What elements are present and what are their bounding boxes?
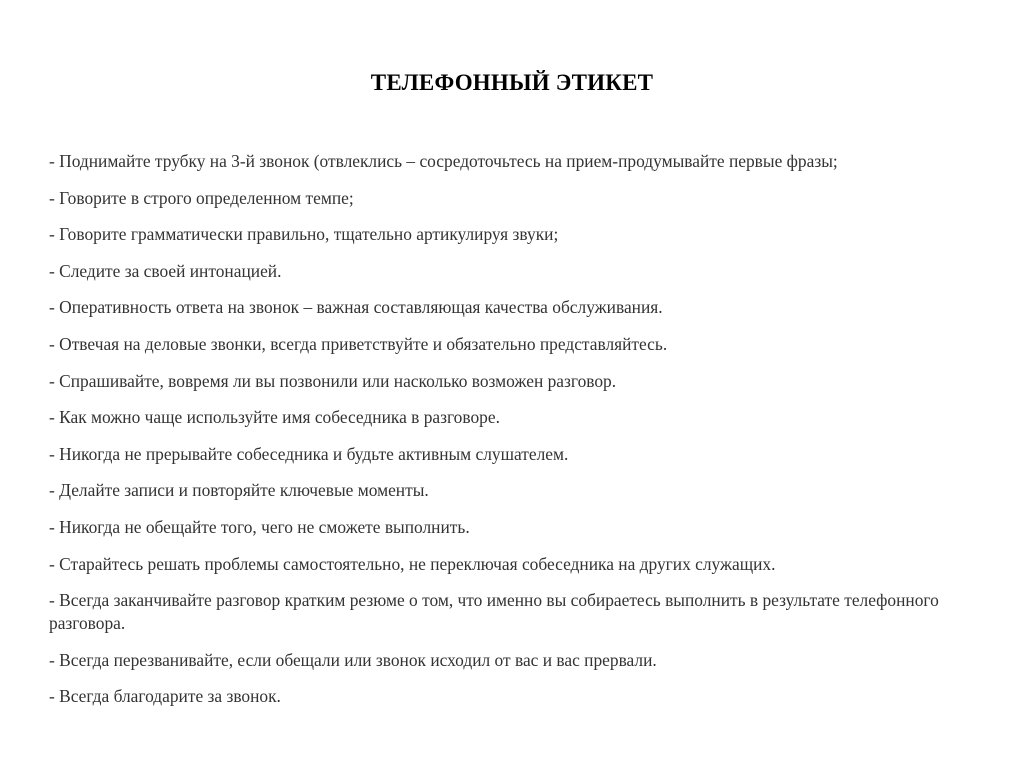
rule-item: - Спрашивайте, вовремя ли вы позвонили или насколько возможен разговор. bbox=[49, 370, 617, 391]
rule-item: - Никогда не обещайте того, чего не сможете выполнить. bbox=[49, 516, 470, 537]
rule-item: - Поднимайте трубку на 3-й звонок (отвлеклись – сосредоточьтесь на прием-продумывайте первые фразы; bbox=[49, 151, 838, 171]
rule-item: - Всегда перезванивайте, если обещали или звонок исходил от вас и вас прервали. bbox=[49, 649, 657, 670]
rule-item: - Говорите в строго определенном темпе; bbox=[49, 187, 354, 208]
rule-item: - Отвечая на деловые звонки, всегда приветствуйте и обязательно представляйтесь. bbox=[49, 333, 668, 354]
rule-item: - Всегда заканчивайте разговор кратким резюме о том, что именно вы собираетесь выполнить в результате телефонного разговора. bbox=[49, 590, 939, 634]
rule-item: - Как можно чаще используйте имя собеседника в разговоре. bbox=[49, 407, 500, 428]
rule-item: - Всегда благодарите за звонок. bbox=[49, 686, 281, 707]
rule-item: - Старайтесь решать проблемы самостоятельно, не переключая собеседника на других служащих. bbox=[49, 553, 776, 574]
rule-item: - Говорите грамматически правильно, тщательно артикулируя звуки; bbox=[49, 224, 559, 245]
rule-item: - Делайте записи и повторяйте ключевые моменты. bbox=[49, 480, 429, 501]
slide-title: ТЕЛЕФОННЫЙ ЭТИКЕТ bbox=[370, 70, 654, 95]
rule-item: - Никогда не прерывайте собеседника и будьте активным слушателем. bbox=[49, 443, 569, 464]
rule-item: - Оперативность ответа на звонок – важная составляющая качества обслуживания. bbox=[49, 297, 663, 318]
rule-item: - Следите за своей интонацией. bbox=[49, 260, 282, 281]
etiquette-rules-list bbox=[49, 150, 979, 722]
